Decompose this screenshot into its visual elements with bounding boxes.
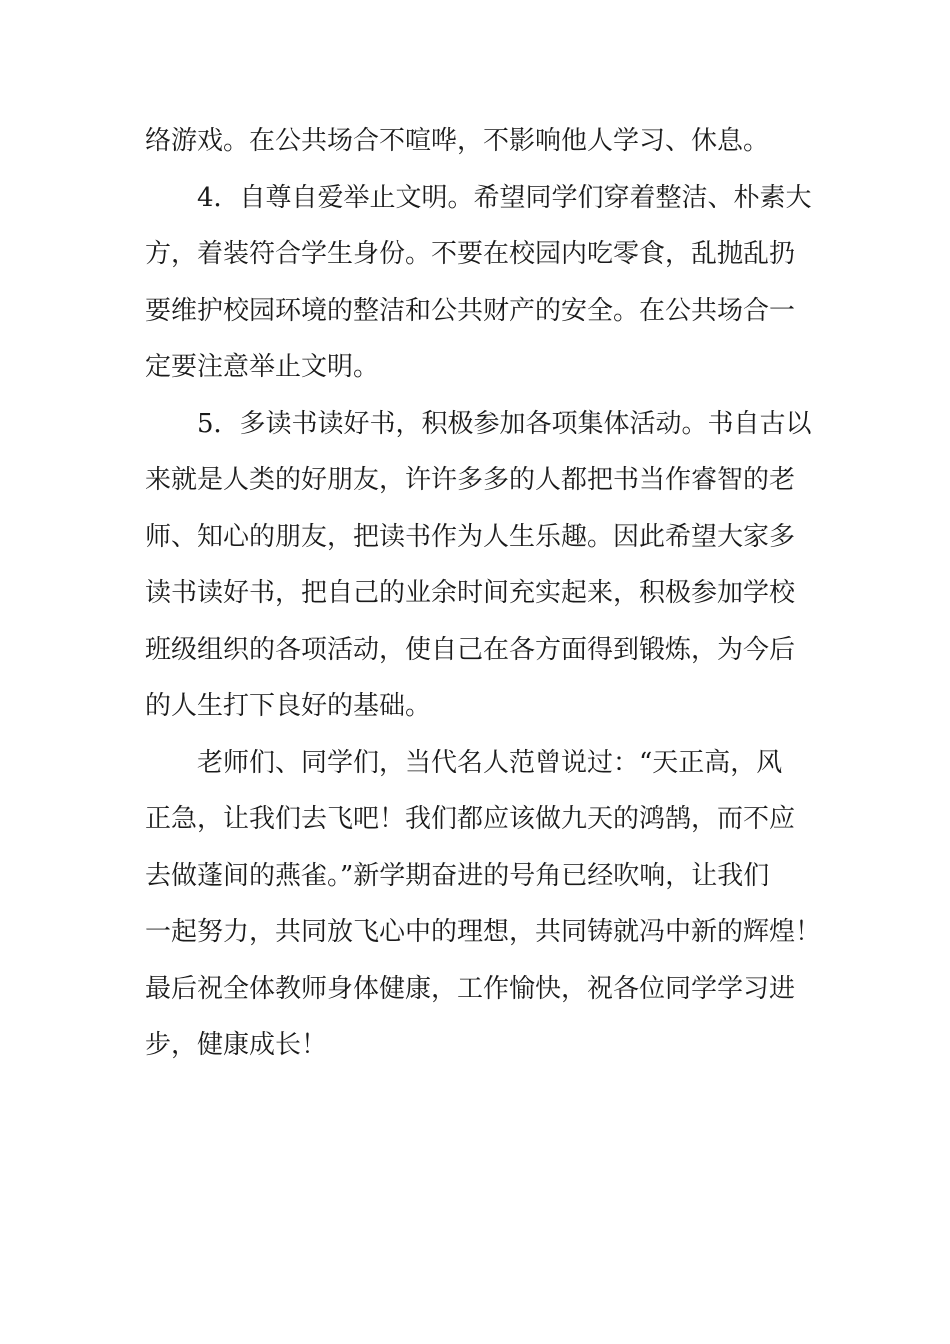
text-line: 班级组织的各项活动，使自己在各方面得到锻炼，为今后 [145, 634, 796, 665]
text-line: 4．自尊自爱举止文明。希望同学们穿着整洁、朴素大 [197, 182, 812, 213]
text-line: 一起努力，共同放飞心中的理想，共同铸就冯中新的辉煌！ [145, 917, 822, 947]
text-line: 师、知心的朋友，把读书作为人生乐趣。因此希望大家多 [145, 521, 796, 552]
paragraph-closing [145, 741, 822, 1080]
text-line: 方，着装符合学生身份。不要在校园内吃零食，乱抛乱扔 [145, 239, 796, 269]
text-line: 正急，让我们去飞吧！我们都应该做九天的鸿鹄，而不应 [145, 804, 796, 834]
body-text [145, 119, 822, 1080]
text-line: 来就是人类的好朋友，许许多多的人都把书当作睿智的老 [145, 465, 796, 495]
paragraph-item-4 [145, 176, 810, 402]
text-line: 5．多读书读好书，积极参加各项集体活动。书自古以 [197, 408, 812, 439]
text-line: 去做蓬间的燕雀。”新学期奋进的号角已经吹响，让我们 [145, 860, 770, 891]
text-line: 的人生打下良好的基础。 [145, 691, 432, 721]
text-line: 老师们、同学们，当代名人范曾说过：“天正高，风 [197, 747, 783, 778]
text-line: 络游戏。在公共场合不喧哗，不影响他人学习、休息。 [145, 126, 770, 156]
text-line: 步，健康成长！ [145, 1030, 328, 1060]
paragraph-continuation [145, 119, 810, 176]
text-line: 读书读好书，把自己的业余时间充实起来，积极参加学校 [145, 578, 796, 608]
paragraph-item-5 [145, 402, 810, 741]
text-line: 要维护校园环境的整洁和公共财产的安全。在公共场合一 [145, 295, 796, 326]
text-line: 最后祝全体教师身体健康，工作愉快，祝各位同学学习进 [145, 973, 796, 1004]
text-line: 定要注意举止文明。 [145, 352, 380, 382]
